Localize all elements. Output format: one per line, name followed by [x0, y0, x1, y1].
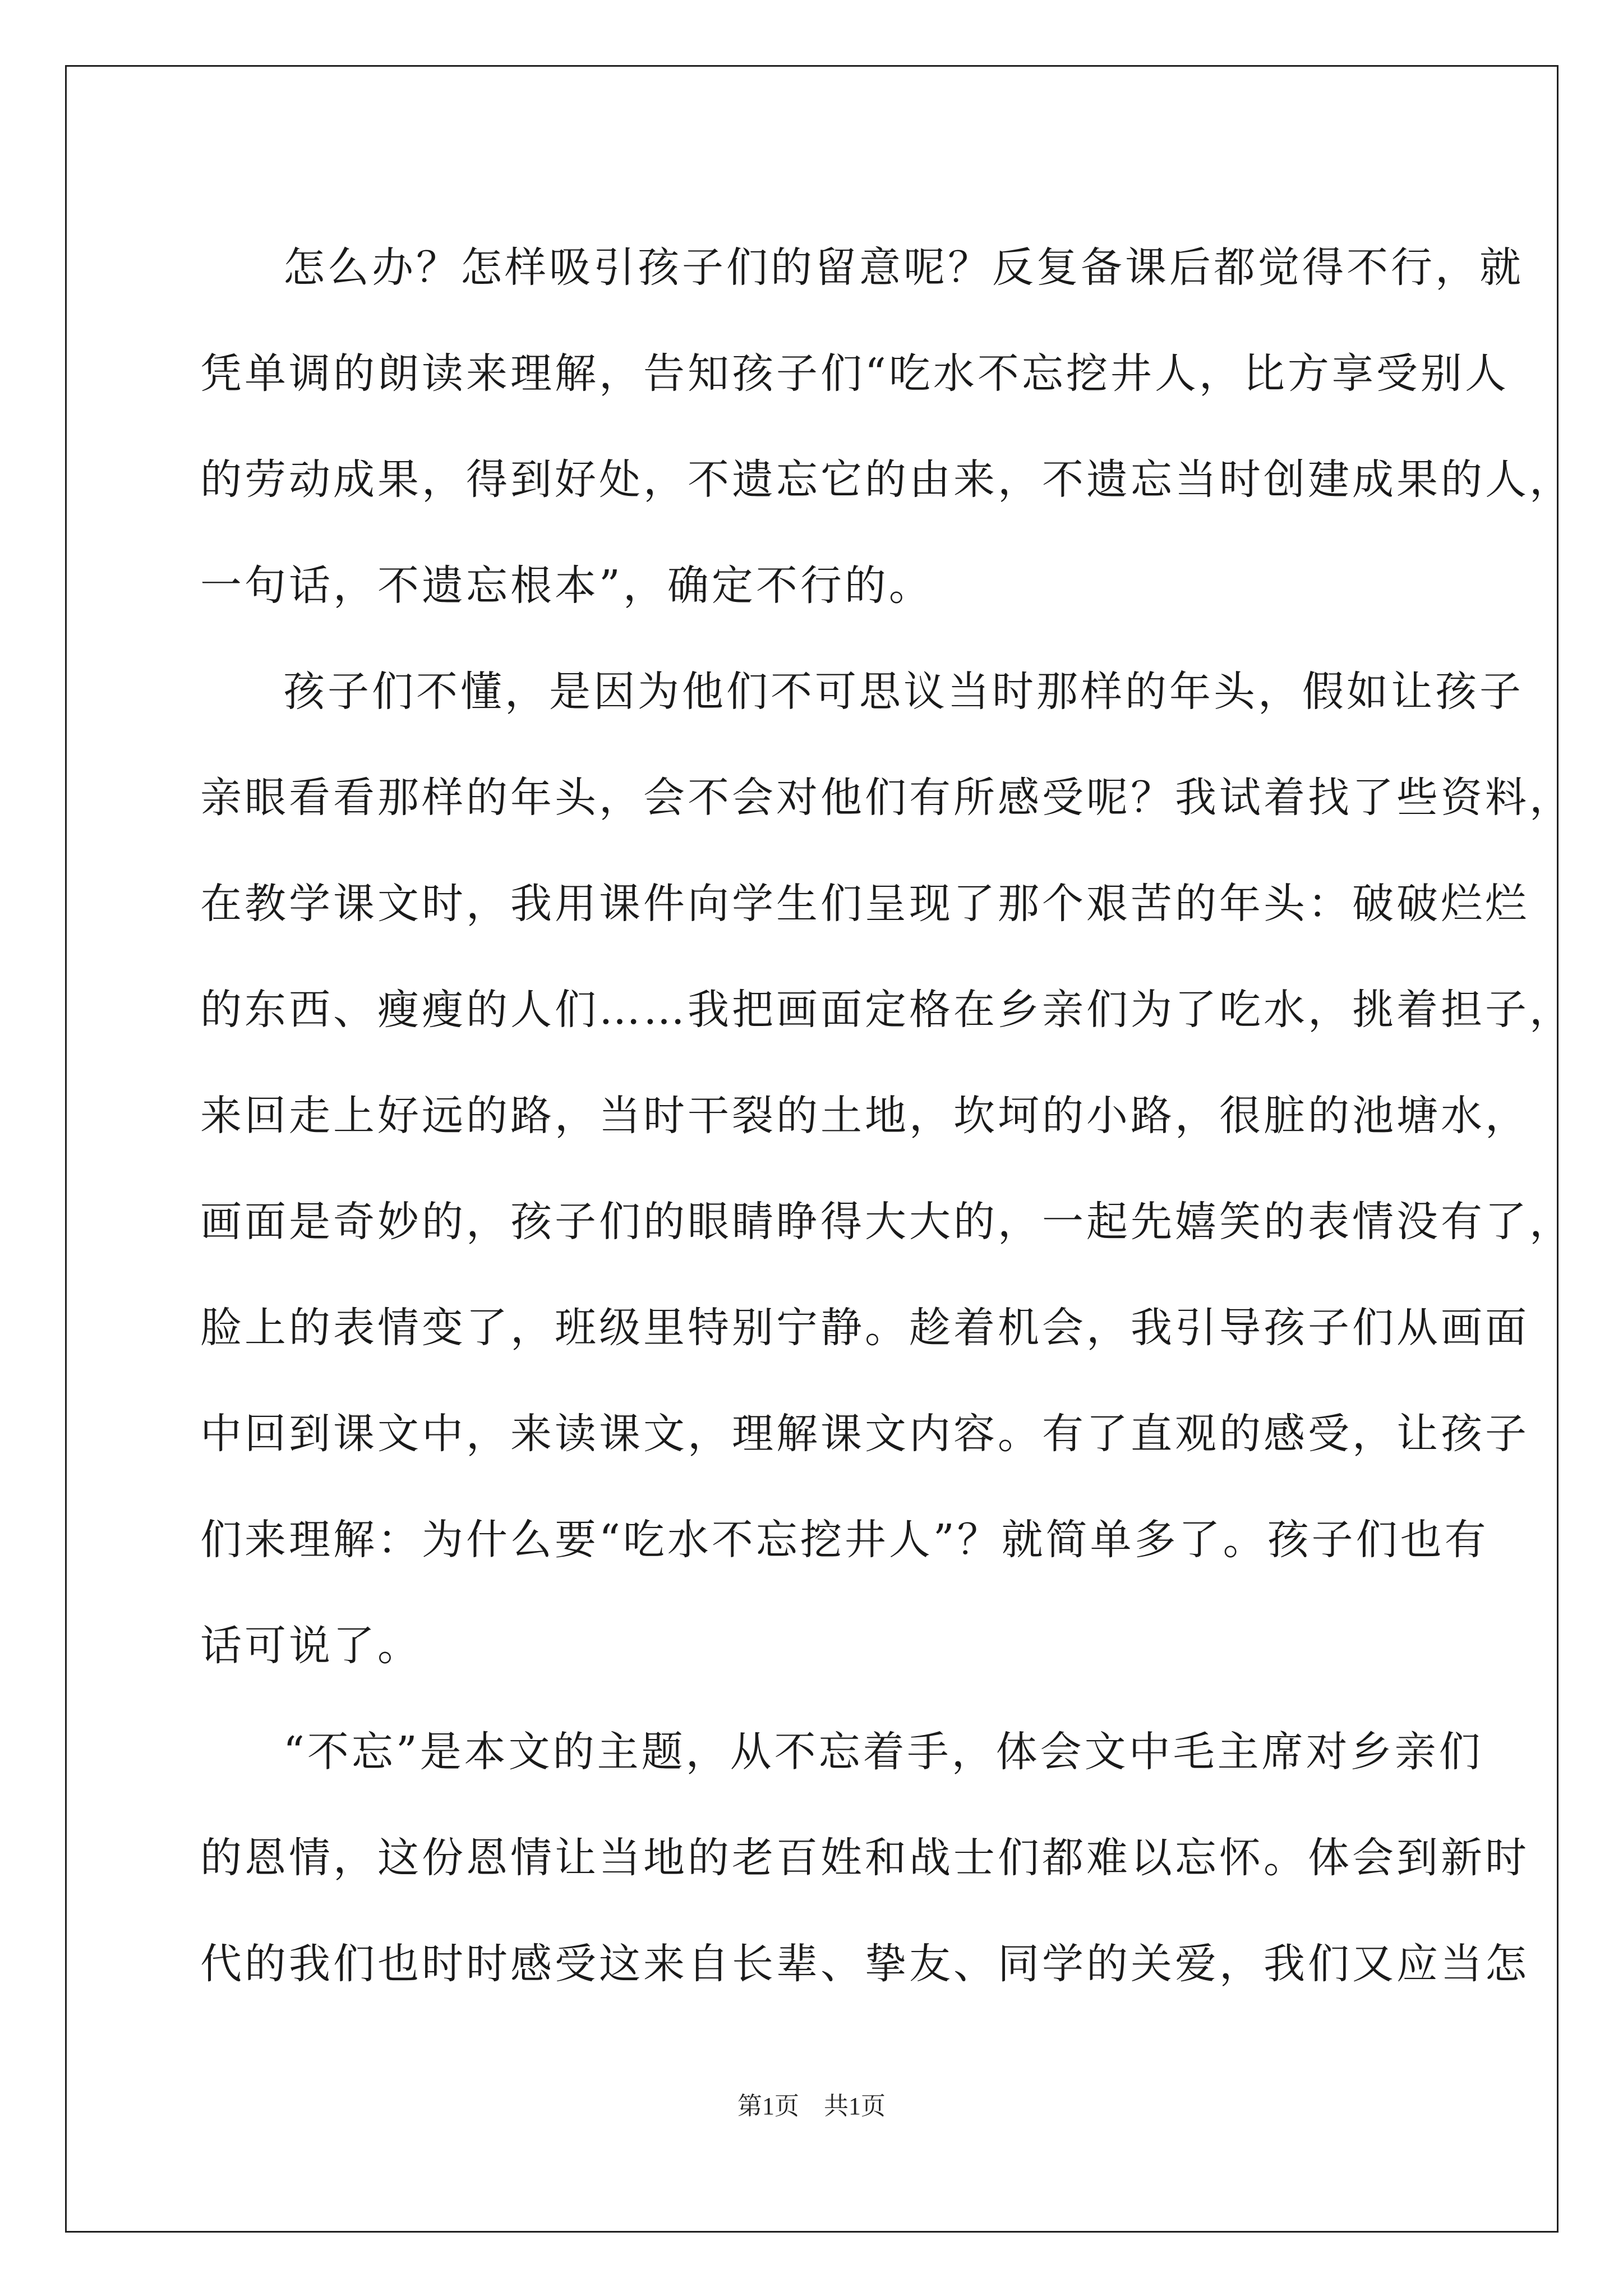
- text-line: 孩子们不懂，是因为他们不可思议当时那样的年头，假如让孩子: [283, 668, 1524, 716]
- text-line: 的东西、瘦瘦的人们……我把画面定格在乡亲们为了吃水，挑着担子，: [200, 986, 1574, 1034]
- text-line: 们来理解：为什么要“吃水不忘挖井人”？就简单多了。孩子们也有: [200, 1516, 1489, 1564]
- text-line: 一句话，不遗忘根本”，确定不行的。: [200, 562, 933, 610]
- text-line: 话可说了。: [200, 1622, 422, 1670]
- paragraph-3: [200, 1699, 1529, 2017]
- text-line: 来回走上好远的路，当时干裂的土地，坎坷的小路，很脏的池塘水，: [200, 1092, 1529, 1140]
- page-footer: [0, 2086, 1623, 2122]
- text-line: 亲眼看看那样的年头，会不会对他们有所感受呢？我试着找了些资料，: [200, 774, 1574, 822]
- document-body: [200, 215, 1574, 2017]
- text-line: “不忘”是本文的主题，从不忘着手，体会文中毛主席对乡亲们: [283, 1728, 1483, 1776]
- text-line: 的劳动成果，得到好处，不遗忘它的由来，不遗忘当时创建成果的人，: [200, 455, 1574, 504]
- text-line: 中回到课文中，来读课文，理解课文内容。有了直观的感受，让孩子: [200, 1410, 1529, 1458]
- text-line: 的恩情，这份恩情让当地的老百姓和战士们都难以忘怀。体会到新时: [200, 1834, 1529, 1882]
- text-line: 代的我们也时时感受这来自长辈、挚友、同学的关爱，我们又应当怎: [200, 1940, 1529, 1988]
- text-line: 怎么办？怎样吸引孩子们的留意呢？反复备课后都觉得不行，就: [283, 243, 1524, 292]
- paragraph-2: [200, 639, 1574, 1699]
- page-number-label: 第1页 共1页: [737, 2092, 886, 2120]
- text-line: 凭单调的朗读来理解，告知孩子们“吃水不忘挖井人，比方享受别人: [200, 349, 1509, 398]
- text-line: 画面是奇妙的，孩子们的眼睛睁得大大的，一起先嬉笑的表情没有了，: [200, 1198, 1574, 1246]
- text-line: 在教学课文时，我用课件向学生们呈现了那个艰苦的年头：破破烂烂: [200, 880, 1529, 928]
- text-line: 脸上的表情变了，班级里特别宁静。趁着机会，我引导孩子们从画面: [200, 1304, 1529, 1352]
- paragraph-1: [200, 215, 1574, 639]
